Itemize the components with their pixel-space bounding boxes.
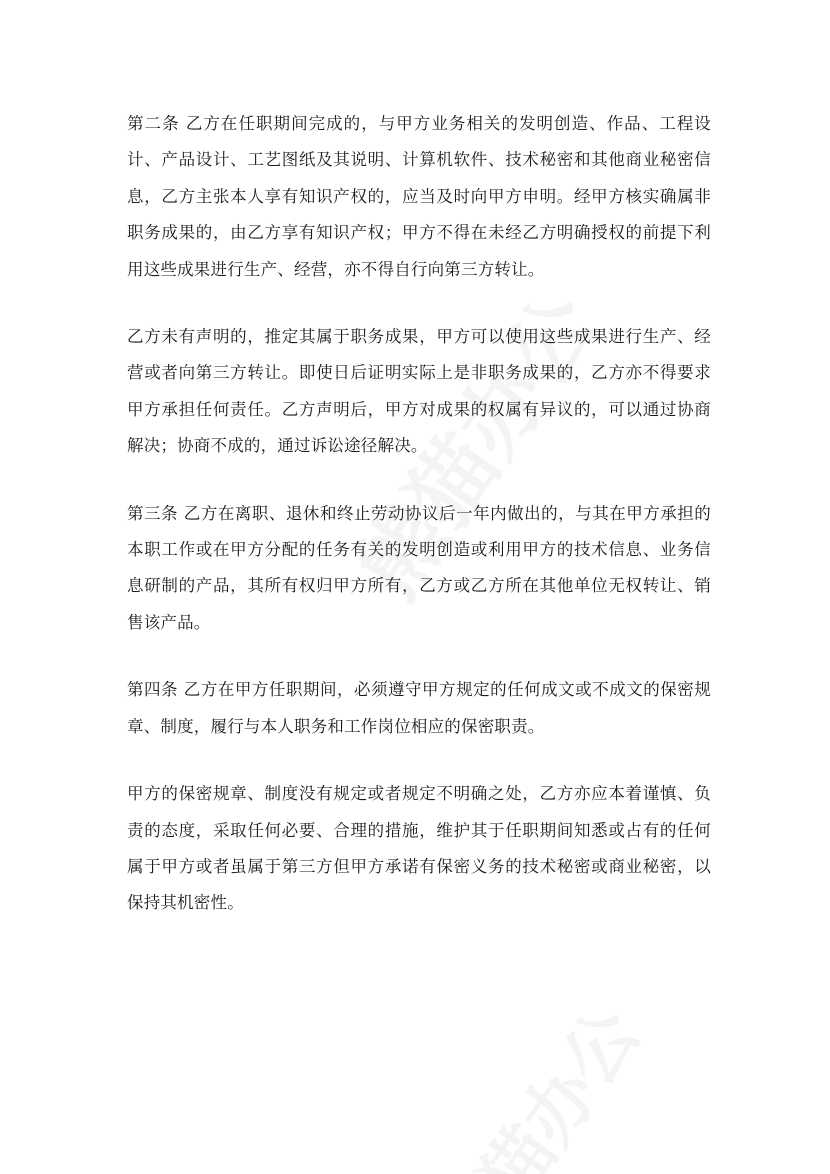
paragraph-undeclared-results: 乙方未有声明的，推定其属于职务成果，甲方可以使用这些成果进行生产、经营或者向第三方转让。即使日后证明实际上是非职务成果的，乙方亦不得要求甲方承担任何责任。乙方声明后，甲方对成果的权属有异议的，可以通过协商解决；协商不成的，通过诉讼途径解决。 [127,327,711,456]
document-body [127,106,711,953]
paragraph-article-3: 第三条 乙方在离职、退休和终止劳动协议后一年内做出的，与其在甲方承担的本职工作或在甲方分配的任务有关的发明创造或利用甲方的技术信息、业务信息研制的产品，其所有权归甲方所有，乙方或乙方所在其他单位无权转让、销售该产品。 [127,503,711,632]
paragraph-article-2: 第二条 乙方在任职期间完成的，与甲方业务相关的发明创造、作品、工程设计、产品设计、工艺图纸及其说明、计算机软件、技术秘密和其他商业秘密信息，乙方主张本人享有知识产权的，应当及时向甲方申明。经甲方核实确属非职务成果的，由乙方享有知识产权；甲方不得在未经乙方明确授权的前提下利用这些成果进行生产、经营，亦不得自行向第三方转让。 [127,114,711,279]
watermark-bottom [409,984,659,1174]
paragraph-article-4: 第四条 乙方在甲方任职期间，必须遵守甲方规定的任何成文或不成文的保密规章、制度，履行与本人职务和工作岗位相应的保密职责。 [127,680,711,736]
paragraph-confidentiality-duty: 甲方的保密规章、制度没有规定或者规定不明确之处，乙方亦应本着谨慎、负责的态度，采取任何必要、合理的措施，维护其于任职期间知悉或占有的任何属于甲方或者虽属于第三方但甲方承诺有保密义务的技术秘密或商业秘密，以保持其机密性。 [127,784,711,913]
